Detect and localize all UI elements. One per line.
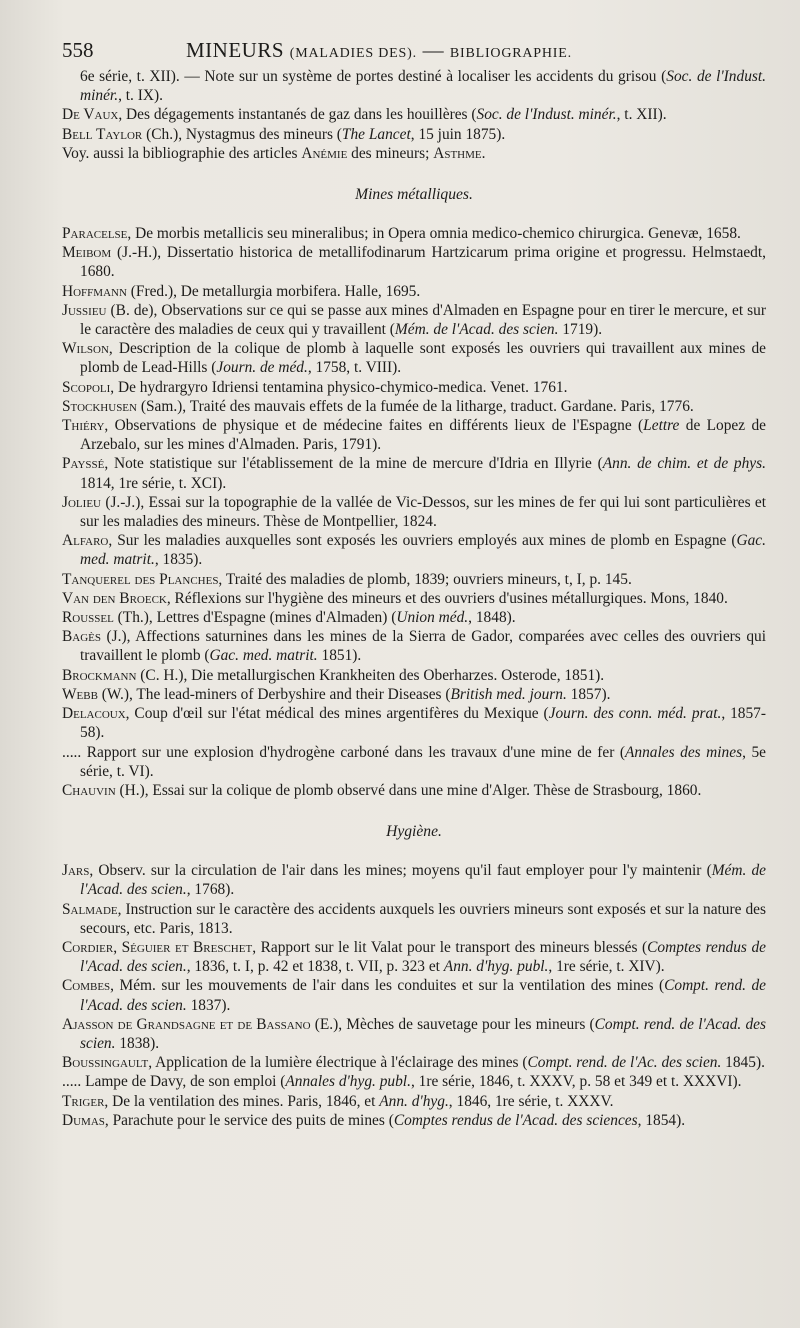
entry-text: Réflexions sur l'hygiène des mineurs et des ouvriers d'usines métallurgiques. Mons, 1840.: [170, 589, 728, 607]
entry-text: 1845).: [721, 1054, 765, 1072]
entry-text: , t. IX).: [118, 87, 163, 105]
bibliography-entry: [62, 301, 766, 339]
entry-text: (Fred.), De metallurgia morbifera. Halle, 1695.: [126, 282, 421, 300]
entry-source: Soc. de l'Indust. minér.: [80, 68, 767, 105]
entry-author: Wilson,: [62, 340, 113, 358]
entry-text: , 1846, 1re série, t. XXXV.: [448, 1092, 614, 1110]
bibliography-entry: [62, 743, 766, 781]
bibliography-entry: [62, 125, 766, 144]
entry-text: 1837).: [186, 996, 231, 1014]
bibliography-entry: [62, 67, 766, 105]
bibliography-entry: [62, 105, 766, 124]
entry-source: Gac. med. matrit.: [80, 532, 766, 569]
entry-text: Observations de physique et de médecine faites en différents lieux de l'Espagne (: [108, 417, 644, 435]
entry-author: Stockhusen: [62, 397, 137, 415]
entry-text: (W.), The lead-miners of Derbyshire and their Diseases (: [97, 685, 451, 703]
bibliography-entry: [62, 589, 766, 608]
entry-text: Voy. aussi la bibliographie des articles: [62, 144, 302, 162]
entry-text: , 1758, t. VIII).: [307, 359, 402, 377]
bibliography-entry: [62, 397, 766, 416]
entry-text: Rapport sur le lit Valat pour le transport des mineurs blessés (: [256, 938, 648, 956]
entry-author: Roussel: [62, 609, 114, 627]
entry-source: Compt. rend. de l'Ac. des scien.: [527, 1054, 722, 1072]
entry-author: Hoffmann: [62, 282, 127, 300]
entry-source: Journ. de méd.: [216, 359, 308, 377]
entry-text: (C. H.), Die metallurgischen Krankheiten des Oberharzes. Osterode, 1851).: [136, 666, 605, 684]
entry-text: De morbis metallicis seu mineralibus; in Opera omnia medico-chemico chirurgica. Genevæ, 1658.: [131, 225, 741, 243]
entry-source: Union méd.: [396, 609, 469, 627]
entry-source: Gac. med. matrit.: [209, 647, 318, 665]
entry-text: de Lopez de Arzebalo, sur les mines d'Almaden. Paris, 1791).: [80, 417, 766, 454]
entry-text: (J.-J.), Essai sur la topographie de la vallée de Vic-Dessos, sur les mines de fer qui lui sont particulières et sur les maladies des mineurs. Thèse de Montpellier, 1824.: [80, 493, 766, 531]
entry-source: Comptes rendus de l'Acad. des sciences: [393, 1111, 638, 1129]
entry-author: Alfaro,: [62, 532, 113, 550]
title-paren: (MALADIES DES).: [289, 46, 417, 61]
entry-text: (Ch.), Nystagmus des mineurs (: [142, 125, 342, 143]
bibliography-entry: [62, 1015, 766, 1053]
entry-text: (E.), Mèches de sauvetage pour les mineurs (: [310, 1015, 595, 1033]
entry-text: 6e série, t. XII). — Note sur un système de portes destiné à localiser les accidents du grisou (: [80, 68, 667, 85]
bibliography-entry: [62, 454, 766, 492]
intro-entries: [62, 67, 766, 163]
title-main: MINEURS: [186, 38, 285, 62]
bibliography-entry: [62, 144, 766, 163]
entry-text: Asthme.: [433, 144, 486, 162]
entry-author: Jussieu: [62, 301, 107, 319]
bibliography-section: [62, 823, 766, 1130]
entry-author: Thiéry,: [62, 417, 109, 435]
entry-author: Payssé,: [62, 455, 109, 473]
entry-author: Jolieu: [62, 493, 101, 511]
bibliography-entry: [62, 938, 766, 976]
entry-author: Jars,: [62, 862, 94, 880]
bibliography-entry: [62, 531, 766, 569]
entry-author: Combes,: [62, 977, 115, 995]
bibliography-entry: [62, 224, 766, 243]
entry-author: Triger,: [62, 1092, 109, 1110]
entry-author: Bagès: [62, 628, 101, 646]
entry-text: , 5e série, t. VI).: [80, 743, 767, 780]
title-dash: —: [422, 38, 445, 62]
entry-author: Boussingault,: [62, 1054, 153, 1072]
entry-author: Dumas,: [62, 1111, 109, 1129]
entry-text: , 1835).: [154, 551, 203, 569]
bibliography-entry: [62, 1053, 766, 1072]
bibliography-entry: [62, 243, 766, 281]
entry-author: Salmade,: [62, 900, 122, 918]
entry-text: Anémie: [301, 144, 348, 162]
bibliography-entry: [62, 861, 766, 899]
entry-author: Delacoux,: [62, 705, 130, 723]
entry-text: , 1848).: [468, 609, 516, 627]
entry-text: , 1768).: [186, 881, 235, 899]
bibliography-entry: [62, 1092, 766, 1111]
running-head: [62, 38, 766, 63]
entry-text: Traité des maladies de plomb, 1839; ouvriers mineurs, t, I, p. 145.: [222, 570, 632, 588]
entry-author: Tanquerel des Planches,: [62, 570, 223, 588]
entry-text: , 15 juin 1875).: [410, 125, 506, 143]
entry-author: Scopoli,: [62, 378, 115, 396]
entry-text: (J.), Affections saturnines dans les mines de la Sierra de Gador, comparées avec celles des ouvriers qui travaillent le plomb (: [80, 628, 766, 665]
entry-text: Instruction sur le caractère des accidents auxquels les ouvriers mineurs sont exposés et sur la nature des secours, etc. Paris, 1813.: [80, 900, 766, 937]
bibliography-entry: [62, 416, 766, 454]
entry-author: Paracelse,: [62, 225, 132, 243]
entry-text: Application de la lumière électrique à l'éclairage des mines (: [152, 1054, 528, 1072]
entry-text: Coup d'œil sur l'état médical des mines argentifères du Mexique (: [129, 705, 549, 723]
bibliography-entry: [62, 570, 766, 589]
entry-text: Mém. sur les mouvements de l'air dans les conduites et sur la ventilation des mines (: [114, 977, 665, 995]
entry-text: Sur les maladies auxquelles sont exposés les ouvriers employés aux mines de plomb en Espagne (: [112, 532, 737, 550]
entry-author: Ajasson de Grandsagne et de Bassano: [62, 1015, 311, 1033]
entry-source: Ann. d'hyg.: [379, 1092, 449, 1110]
entry-source: British med. journ.: [450, 685, 567, 703]
entry-text: 1857).: [566, 685, 611, 703]
section-heading: Mines métalliques.: [355, 186, 473, 204]
entry-source: Annales d'hyg. publ.: [285, 1073, 411, 1091]
entry-text: , 1857-58).: [80, 705, 766, 742]
bibliography-entry: [62, 900, 766, 938]
entry-source: Lettre: [643, 417, 680, 435]
bibliography-entry: [62, 685, 766, 704]
entry-text: Description de la colique de plomb à laquelle sont exposés les ouvriers qui travaillent aux mines de plomb de Lead-Hills (: [80, 340, 766, 377]
entry-text: (Sam.), Traité des mauvais effets de la fumée de la litharge, traduct. Gardane. Paris, 1776.: [136, 397, 694, 415]
bibliography-entry: [62, 378, 766, 397]
entry-text: De hydrargyro Idriensi tentamina physico-chymico-medica. Venet. 1761.: [114, 378, 568, 396]
entry-text: ..... Rapport sur une explosion d'hydrogène carboné dans les travaux d'une mine de fer (: [62, 743, 625, 761]
entry-source: Mém. de l'Acad. des scien.: [80, 862, 766, 899]
entry-text: , 1re série, 1846, t. XXXV, p. 58 et 349 et t. XXXVI).: [410, 1073, 742, 1091]
entry-source: Mém. de l'Acad. des scien.: [394, 321, 559, 339]
entry-text: , 1854).: [637, 1111, 686, 1129]
entry-text: 1838).: [115, 1034, 160, 1052]
entry-source: Ann. d'hyg. publ.: [443, 958, 549, 976]
bibliography-entry: [62, 1111, 766, 1130]
entry-text: (H.), Essai sur la colique de plomb observé dans une mine d'Alger. Thèse de Strasbourg, 1860.: [115, 781, 702, 799]
entry-source: Comptes rendus de l'Acad. des scien.: [80, 938, 766, 976]
title-section: BIBLIOGRAPHIE.: [449, 46, 572, 61]
running-title: [186, 38, 572, 63]
bibliography-entry: [62, 627, 766, 665]
entry-text: De la ventilation des mines. Paris, 1846, et: [108, 1092, 380, 1110]
entry-author: Webb: [62, 685, 98, 703]
entry-author: Van den Broeck,: [62, 589, 171, 607]
entry-text: des mineurs;: [347, 144, 434, 162]
page-number: 558: [62, 38, 94, 62]
entry-text: Des dégagements instantanés de gaz dans les houillères (: [122, 106, 477, 124]
entry-text: , 1836, t. I, p. 42 et 1838, t. VII, p. 323 et: [186, 958, 444, 976]
entry-text: 1851).: [317, 647, 362, 665]
bibliography-entry: [62, 781, 766, 800]
entry-author: De Vaux,: [62, 106, 123, 124]
bibliography-entry: [62, 704, 766, 742]
entry-text: (J.-H.), Dissertatio historica de metallifodinarum Hartzicarum prima origine et progressu. Helmstaedt, 1680.: [80, 244, 766, 281]
bibliography-sections: [62, 186, 766, 1130]
entry-source: Soc. de l'Indust. minér.: [476, 106, 617, 124]
section-heading: Hygiène.: [386, 823, 442, 841]
entry-text: (B. de), Observations sur ce qui se passe aux mines d'Almaden en Espagne pour en tirer le mercure, et sur le caractère des maladies de ceux qui y travaillent (: [80, 301, 766, 339]
entry-author: Chauvin: [62, 781, 116, 799]
entry-source: Journ. des conn. méd. prat.: [548, 705, 722, 723]
entry-text: 1814, 1re série, t. XCI).: [80, 474, 227, 492]
bibliography-entry: [62, 339, 766, 377]
bibliography-entry: [62, 493, 766, 531]
entry-text: ..... Lampe de Davy, de son emploi (: [62, 1073, 286, 1091]
entry-source: Annales des mines: [625, 743, 743, 761]
entry-text: , 1re série, t. XIV).: [548, 958, 665, 976]
entry-text: Parachute pour le service des puits de mines (: [108, 1111, 394, 1129]
bibliography-entry: [62, 666, 766, 685]
entry-source: Ann. de chim. et de phys.: [602, 455, 766, 473]
entry-text: 1719).: [558, 321, 603, 339]
bibliography-entry: [62, 1072, 766, 1091]
entry-text: Observ. sur la circulation de l'air dans les mines; moyens qu'il faut employer pour l'y maintenir (: [93, 862, 712, 880]
bibliography-entry: [62, 976, 766, 1014]
entry-author: Bell Taylor: [62, 125, 143, 143]
entry-author: Brockmann: [62, 666, 137, 684]
entry-author: Cordier, Séguier et Breschet,: [62, 938, 257, 956]
entry-author: Meibom: [62, 244, 112, 262]
entry-source: Compt. rend. de l'Acad. des scien.: [80, 1015, 766, 1052]
entry-text: Note statistique sur l'établissement de la mine de mercure d'Idria en Illyrie (: [108, 455, 603, 473]
entry-text: , t. XII).: [616, 106, 667, 124]
entry-source: The Lancet: [341, 125, 411, 143]
entry-source: Compt. rend. de l'Acad. des scien.: [80, 977, 766, 1014]
bibliography-section: [62, 186, 766, 800]
entry-text: (Th.), Lettres d'Espagne (mines d'Almaden) (: [113, 609, 397, 627]
bibliography-entry: [62, 608, 766, 627]
bibliography-entry: [62, 282, 766, 301]
